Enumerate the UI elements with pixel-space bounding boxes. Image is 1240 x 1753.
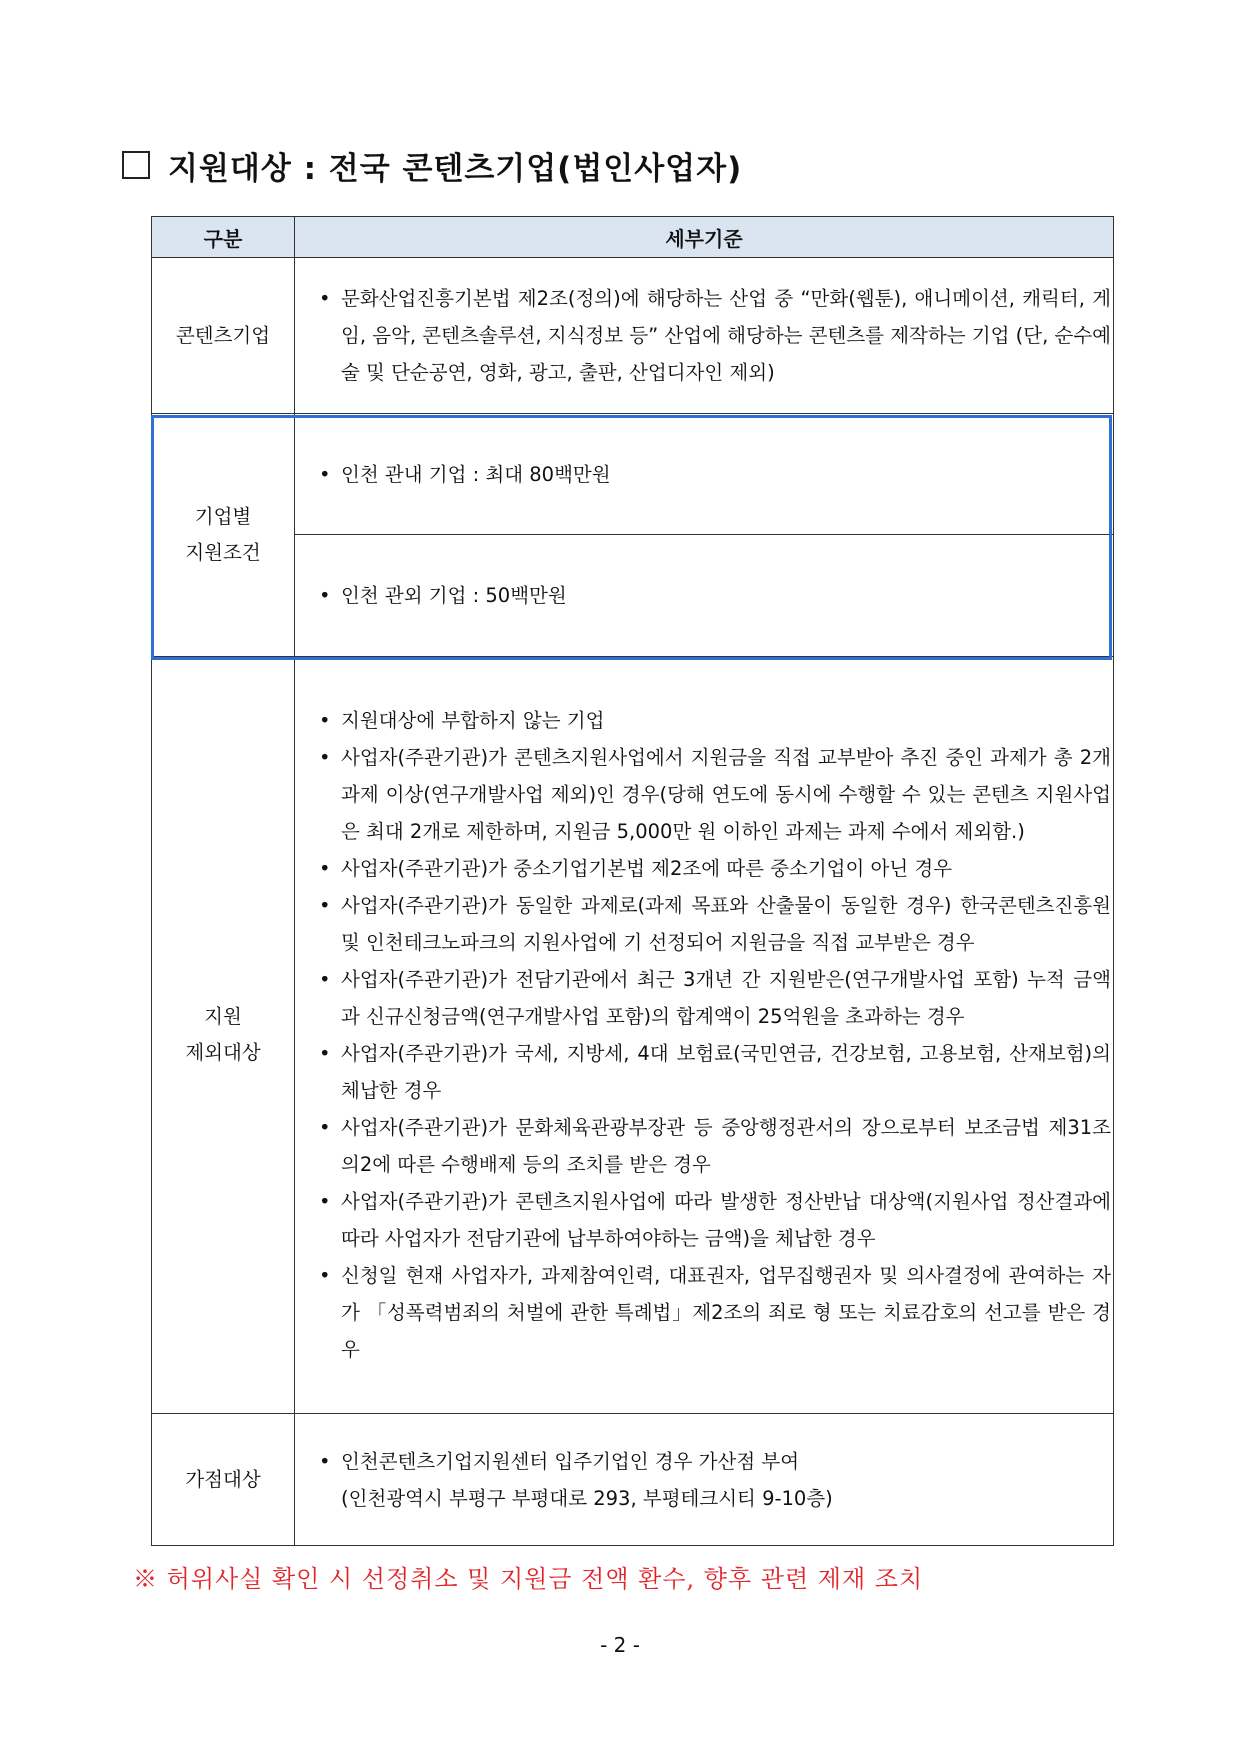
- list-item: [319, 1443, 1111, 1517]
- row-exclusion: [152, 657, 1114, 1414]
- checkbox-icon: [122, 151, 150, 179]
- warning-footnote: ※ 허위사실 확인 시 선정취소 및 지원금 전액 환수, 향후 관련 제재 조치: [133, 1565, 924, 1593]
- list-item: • 사업자(주관기관)가 문화체육관광부장관 등 중앙행정관서의 장으로부터 보조금법 제31조의2에 따른 수행배제 등의 조치를 받은 경우: [319, 1109, 1111, 1183]
- list-item: • 사업자(주관기관)가 콘텐츠지원사업에 따라 발생한 정산반납 대상액(지원사업 정산결과에 따라 사업자가 전담기관에 납부하여야하는 금액)을 체납한 경우: [319, 1183, 1111, 1257]
- row-bonus: [152, 1414, 1114, 1546]
- list-item: • 인천 관내 기업 : 최대 80백만원: [319, 456, 1111, 493]
- bonus-text: • 인천콘텐츠기업지원센터 입주기업인 경우 가산점 부여: [341, 1449, 800, 1473]
- section-heading: [122, 140, 742, 190]
- row-content: [295, 535, 1114, 657]
- row-support-condition-a: [152, 414, 1114, 535]
- row-content: [295, 1414, 1114, 1546]
- label-line: 기업별: [194, 505, 252, 528]
- list-item: • 사업자(주관기관)가 동일한 과제로(과제 목표와 산출물이 동일한 경우) 한국콘텐츠진흥원 및 인천테크노파크의 지원사업에 기 선정되어 지원금을 직접 교부받은 경우: [319, 887, 1111, 961]
- row-content: [295, 657, 1114, 1414]
- label-line: 제외대상: [185, 1041, 261, 1064]
- row-content: [295, 414, 1114, 535]
- table-header-row: [152, 217, 1114, 258]
- list-item: • 사업자(주관기관)가 콘텐츠지원사업에서 지원금을 직접 교부받아 추진 중인 과제가 총 2개 과제 이상(연구개발사업 제외)인 경우(당해 연도에 동시에 수행할 수 있는 콘텐츠 지원사업은 최대 2개로 제한하며, 지원금 5,000만 원 이하인 과제는 과제 수에서 제외함.): [319, 739, 1111, 850]
- list-item: • 인천 관외 기업 : 50백만원: [319, 577, 1111, 614]
- row-content-company: [152, 258, 1114, 414]
- header-category: 구분: [152, 217, 295, 258]
- row-label: [152, 414, 295, 657]
- bonus-address: (인천광역시 부평구 부평대로 293, 부평테크시티 9-10층): [341, 1486, 833, 1510]
- row-support-condition-b: [152, 535, 1114, 657]
- page-number: - 2 -: [600, 1633, 640, 1657]
- row-content: [295, 258, 1114, 414]
- list-item: • 문화산업진흥기본법 제2조(정의)에 해당하는 산업 중 “만화(웹툰), 애니메이션, 캐릭터, 게임, 음악, 콘텐츠솔루션, 지식정보 등” 산업에 해당하는 콘텐츠를 제작하는 기업 (단, 순수예술 및 단순공연, 영화, 광고, 출판, 산업디자인 제외): [319, 280, 1111, 391]
- row-label: 가점대상: [152, 1414, 295, 1546]
- header-criteria: 세부기준: [295, 217, 1114, 258]
- list-item: • 사업자(주관기관)가 국세, 지방세, 4대 보험료(국민연금, 건강보험, 고용보험, 산재보험)의 체납한 경우: [319, 1035, 1111, 1109]
- support-criteria-table: [151, 216, 1114, 1546]
- label-line: 지원조건: [185, 541, 261, 564]
- list-item: • 사업자(주관기관)가 중소기업기본법 제2조에 따른 중소기업이 아닌 경우: [319, 850, 1111, 887]
- list-item: • 사업자(주관기관)가 전담기관에서 최근 3개년 간 지원받은(연구개발사업 포함) 누적 금액과 신규신청금액(연구개발사업 포함)의 합계액이 25억원을 초과하는 경우: [319, 961, 1111, 1035]
- list-item: • 신청일 현재 사업자가, 과제참여인력, 대표권자, 업무집행권자 및 의사결정에 관여하는 자가 「성폭력범죄의 처벌에 관한 특례법」제2조의 죄로 형 또는 치료감호의 선고를 받은 경우: [319, 1257, 1111, 1368]
- section-title: 지원대상 : 전국 콘텐츠기업(법인사업자): [168, 150, 743, 187]
- row-label: 콘텐츠기업: [152, 258, 295, 414]
- label-line: 지원: [204, 1005, 242, 1028]
- list-item: • 지원대상에 부합하지 않는 기업: [319, 702, 1111, 739]
- row-label: [152, 657, 295, 1414]
